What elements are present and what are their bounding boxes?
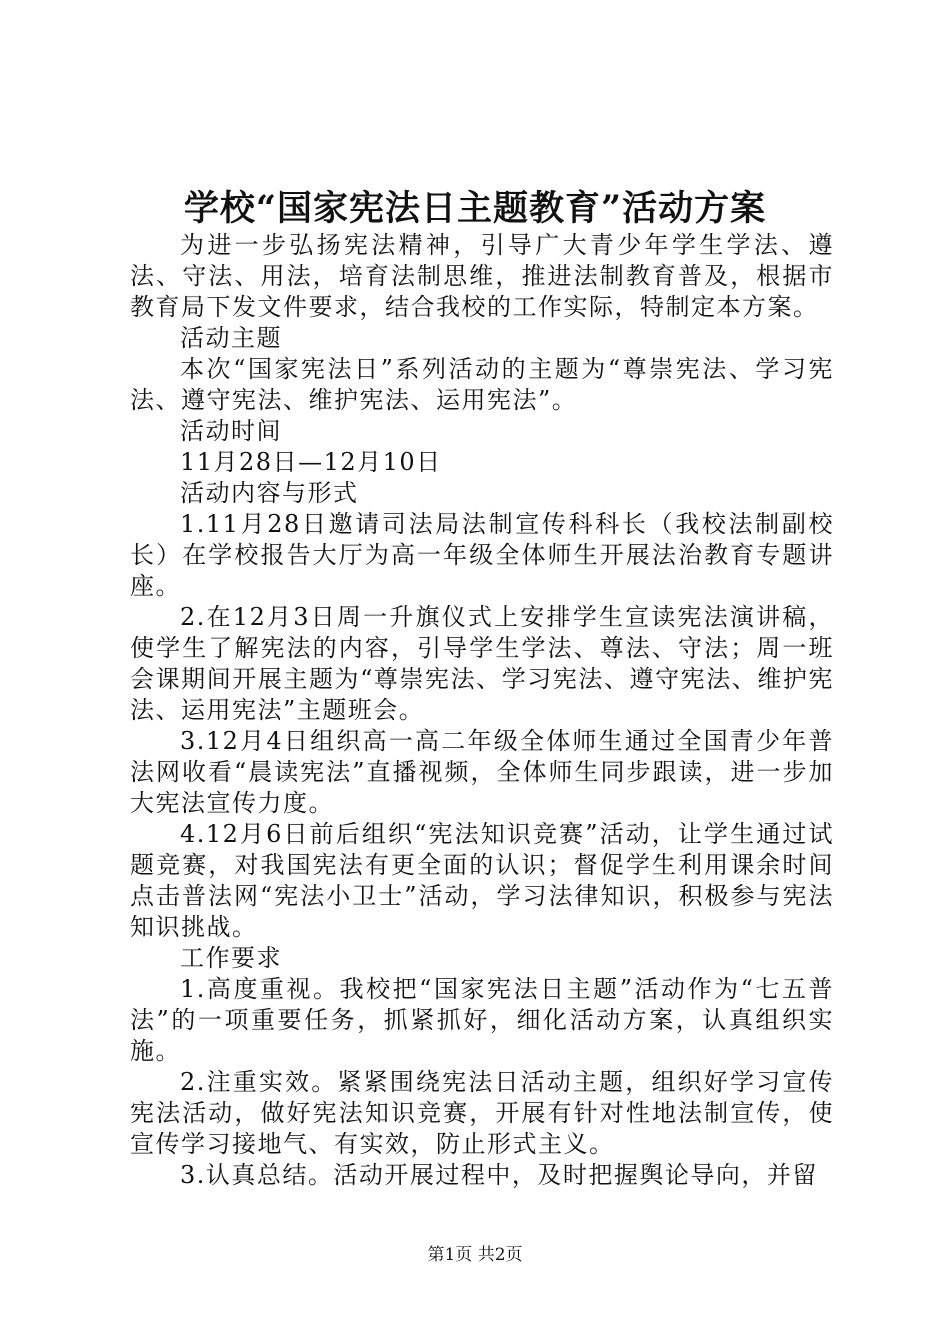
paragraph-intro: 为进一步弘扬宪法精神，引导广大青少年学生学法、遵法、守法、用法，培育法制思维，推进法制教育普及，根据市教育局下发文件要求，结合我校的工作实际，特制定本方案。 — [130, 231, 834, 321]
paragraph-requirement-1: 1.高度重视。我校把“国家宪法日主题”活动作为“七五普法”的一项重要任务，抓紧抓好，细化活动方案，认真组织实施。 — [130, 975, 834, 1065]
paragraph-content-1: 1.11月28日邀请司法局法制宣传科科长（我校法制副校长）在学校报告大厅为高一年级全体师生开展法治教育专题讲座。 — [130, 510, 834, 600]
page-number-footer: 第1页 共2页 — [427, 1245, 523, 1265]
heading-requirements: 工作要求 — [180, 944, 282, 972]
paragraph-requirement-2: 2.注重实效。紧紧围绕宪法日活动主题，组织好学习宣传宪法活动，做好宪法知识竞赛，开展有针对性地法制宣传，使宣传学习接地气、有实效，防止形式主义。 — [130, 1068, 834, 1158]
paragraph-content-2: 2.在12月3日周一升旗仪式上安排学生宣读宪法演讲稿，使学生了解宪法的内容，引导学生学法、尊法、守法；周一班会课期间开展主题为“尊崇宪法、学习宪法、遵守宪法、维护宪法、运用宪法”主题班会。 — [130, 603, 834, 724]
document-body — [130, 230, 834, 1191]
heading-content: 活动内容与形式 — [180, 479, 359, 507]
paragraph-requirement-3: 3.认真总结。活动开展过程中，及时把握舆论导向，并留 — [180, 1161, 818, 1189]
heading-time: 活动时间 — [180, 417, 282, 445]
paragraph-time: 11月28日—12月10日 — [180, 448, 442, 476]
paragraph-content-4: 4.12月6日前后组织“宪法知识竞赛”活动，让学生通过试题竞赛，对我国宪法有更全面的认识；督促学生利用课余时间点击普法网“宪法小卫士”活动，学习法律知识，积极参与宪法知识挑战。 — [130, 820, 834, 941]
document-title: 学校“国家宪法日主题教育”活动方案 — [183, 188, 767, 229]
paragraph-content-3: 3.12月4日组织高一高二年级全体师生通过全国青少年普法网收看“晨读宪法”直播视频，全体师生同步跟读，进一步加大宪法宣传力度。 — [130, 727, 834, 817]
paragraph-theme: 本次“国家宪法日”系列活动的主题为“尊崇宪法、学习宪法、遵守宪法、维护宪法、运用宪法”。 — [130, 355, 834, 414]
heading-theme: 活动主题 — [180, 324, 282, 352]
